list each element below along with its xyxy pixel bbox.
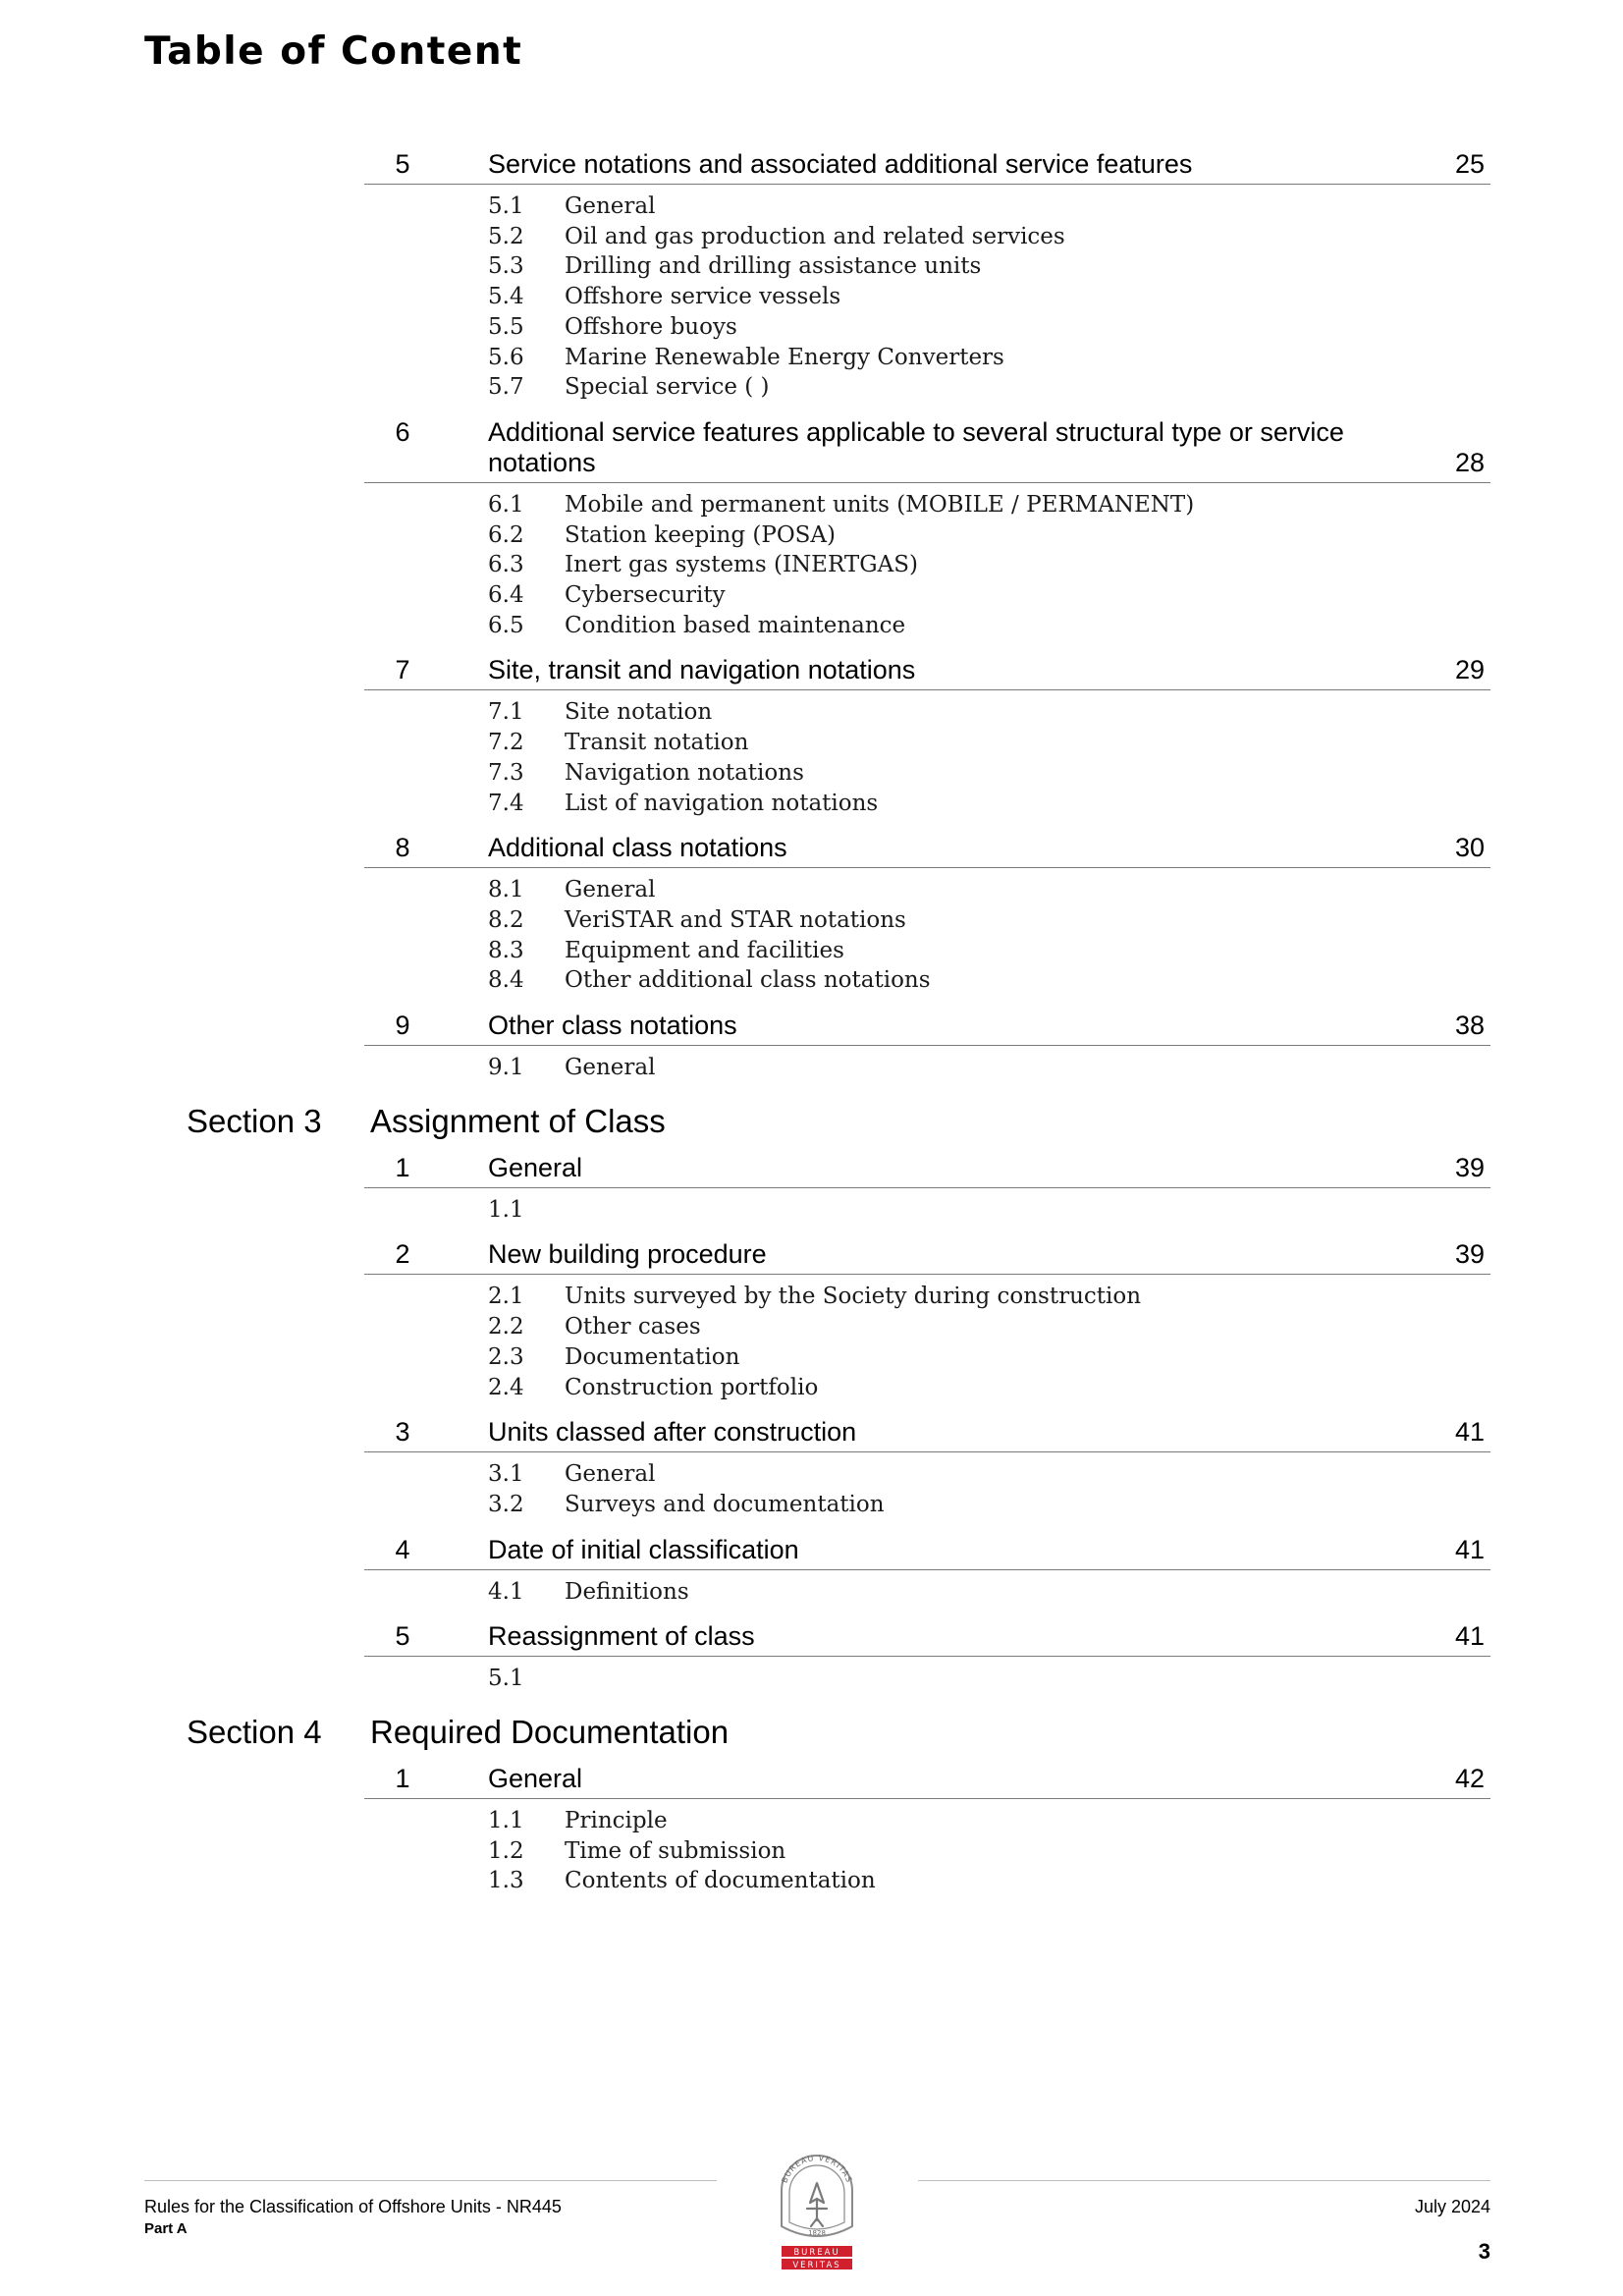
section-title: Required Documentation: [370, 1714, 730, 1750]
subsection-number: 5.1: [488, 1666, 524, 1692]
chapter-divider: [364, 1798, 1490, 1799]
chapter-page: 39: [1454, 1239, 1485, 1270]
chapter-title: Reassignment of class: [488, 1621, 755, 1652]
section-label: Section 4: [187, 1714, 322, 1750]
subsection-title: Construction portfolio: [565, 1374, 819, 1400]
chapter-title: Units classed after construction: [488, 1417, 857, 1448]
chapter-page: 25: [1454, 149, 1485, 179]
chapter-divider: [364, 1045, 1490, 1046]
subsection-title: General: [565, 193, 656, 219]
chapter-title: Additional class notations: [488, 833, 787, 863]
subsection-title: Surveys and documentation: [565, 1491, 885, 1517]
subsection-title: General: [565, 877, 656, 903]
subsection-number: 6.3: [488, 552, 524, 578]
subsection-title: Equipment and facilities: [565, 937, 844, 963]
subsection-title: Condition based maintenance: [565, 612, 906, 638]
chapter-page: 41: [1454, 1621, 1485, 1652]
chapter-divider: [364, 1569, 1490, 1570]
chapter-title: Service notations and associated additional service features: [488, 149, 1193, 179]
subsection-number: 6.4: [488, 582, 524, 608]
subsection-title: General: [565, 1055, 656, 1080]
subsection-title: Mobile and permanent units (MOBILE / PERMANENT): [565, 491, 1195, 518]
chapter-title: Other class notations: [488, 1011, 737, 1040]
chapter-number: 3: [395, 1417, 410, 1448]
subsection-number: 9.1: [488, 1055, 524, 1080]
footer-date: July 2024: [1414, 2197, 1490, 2216]
subsection-number: 5.7: [488, 374, 524, 401]
chapter-page: 29: [1454, 655, 1485, 685]
subsection-number: 6.5: [488, 612, 524, 638]
subsection-title: List of navigation notations: [565, 790, 879, 816]
subsection-title: Other cases: [565, 1314, 701, 1340]
subsection-number: 7.4: [488, 790, 524, 816]
subsection-number: 5.2: [488, 223, 524, 249]
section-title: Assignment of Class: [370, 1102, 666, 1139]
chapter-number: 7: [395, 655, 410, 685]
subsection-number: 8.3: [488, 937, 524, 963]
chapter-number: 1: [395, 1764, 410, 1793]
subsection-number: 6.2: [488, 521, 524, 548]
subsection-number: 5.1: [488, 193, 524, 219]
chapter-page: 28: [1454, 447, 1485, 477]
subsection-title: VeriSTAR and STAR notations: [565, 906, 906, 933]
subsection-number: 7.2: [488, 730, 524, 756]
svg-text:BUREAU VERITAS: BUREAU VERITAS: [780, 2153, 854, 2185]
subsection-title: Time of submission: [565, 1837, 786, 1864]
subsection-title: Special service ( ): [565, 374, 770, 401]
subsection-title: Contents of documentation: [565, 1868, 876, 1894]
footer-part: Part A: [144, 2220, 188, 2237]
chapter-number: 6: [395, 416, 410, 447]
chapter-divider: [364, 1451, 1490, 1452]
chapter-divider: [364, 482, 1490, 483]
chapter-title: Site, transit and navigation notations: [488, 655, 916, 685]
subsection-title: Site notation: [565, 699, 713, 726]
subsection-number: 2.4: [488, 1374, 524, 1400]
subsection-title: Transit notation: [565, 730, 749, 756]
subsection-number: 7.1: [488, 699, 524, 726]
subsection-number: 5.5: [488, 313, 524, 340]
subsection-title: Drilling and drilling assistance units: [565, 253, 982, 280]
chapter-number: 4: [395, 1534, 410, 1564]
chapter-number: 2: [395, 1239, 410, 1270]
subsection-number: 1.3: [488, 1868, 524, 1894]
chapter-page: 39: [1454, 1152, 1485, 1182]
subsection-number: 7.3: [488, 759, 524, 786]
svg-text:1828: 1828: [808, 2229, 826, 2237]
subsection-number: 3.2: [488, 1491, 524, 1517]
subsection-title: Documentation: [565, 1343, 740, 1370]
subsection-number: 4.1: [488, 1578, 524, 1605]
footer-page-number: 3: [1478, 2239, 1490, 2264]
subsection-title: Inert gas systems (INERTGAS): [565, 552, 918, 578]
chapter-title: New building procedure: [488, 1239, 767, 1270]
chapter-number: 5: [395, 149, 410, 179]
footer-divider-left: [144, 2180, 717, 2181]
subsection-title: Marine Renewable Energy Converters: [565, 344, 1004, 370]
chapter-number: 1: [395, 1152, 410, 1182]
subsection-number: 5.4: [488, 284, 524, 310]
chapter-divider: [364, 867, 1490, 868]
subsection-title: Station keeping (POSA): [565, 521, 837, 548]
subsection-number: 1.2: [488, 1837, 524, 1864]
subsection-title: Navigation notations: [565, 759, 804, 786]
subsection-title: Principle: [565, 1808, 668, 1833]
subsection-title: Offshore buoys: [565, 313, 737, 340]
subsection-title: Units surveyed by the Society during construction: [565, 1284, 1142, 1310]
page-title: Table of Content: [144, 29, 523, 74]
chapter-divider: [364, 689, 1490, 690]
chapter-page: 38: [1454, 1011, 1485, 1040]
footer-document-title: Rules for the Classification of Offshore Units - NR445: [144, 2197, 562, 2216]
subsection-number: 6.1: [488, 491, 524, 518]
chapter-page: 30: [1454, 833, 1485, 863]
subsection-number: 8.2: [488, 906, 524, 933]
section-label: Section 3: [187, 1102, 322, 1139]
chapter-page: 41: [1454, 1534, 1485, 1564]
subsection-title: Other additional class notations: [565, 967, 931, 994]
chapter-title: Additional service features applicable to several structural type or service notations: [488, 416, 1344, 477]
chapter-divider: [364, 1274, 1490, 1275]
chapter-number: 8: [395, 833, 410, 863]
subsection-title: Definitions: [565, 1578, 689, 1605]
subsection-number: 2.2: [488, 1314, 524, 1340]
svg-text:VERITAS: VERITAS: [792, 2261, 841, 2270]
subsection-number: 1.1: [488, 1808, 524, 1833]
subsection-title: Oil and gas production and related services: [565, 223, 1065, 249]
chapter-page: 42: [1454, 1764, 1485, 1793]
chapter-divider: [364, 1187, 1490, 1188]
chapter-number: 9: [395, 1011, 410, 1040]
subsection-number: 8.1: [488, 877, 524, 903]
chapter-divider: [364, 1656, 1490, 1657]
footer-divider-right: [918, 2180, 1490, 2181]
subsection-number: 3.1: [488, 1461, 524, 1488]
subsection-number: 1.1: [488, 1196, 524, 1223]
chapter-title: General: [488, 1152, 583, 1182]
bureau-veritas-logo-icon: [768, 2148, 866, 2273]
chapter-title: General: [488, 1764, 583, 1793]
subsection-title: Cybersecurity: [565, 582, 726, 608]
subsection-number: 5.6: [488, 344, 524, 370]
chapter-page: 41: [1454, 1417, 1485, 1448]
chapter-title: Date of initial classification: [488, 1534, 799, 1564]
subsection-title: General: [565, 1461, 656, 1488]
subsection-number: 2.1: [488, 1284, 524, 1310]
chapter-divider: [364, 184, 1490, 185]
subsection-number: 8.4: [488, 967, 524, 994]
subsection-number: 2.3: [488, 1343, 524, 1370]
subsection-number: 5.3: [488, 253, 524, 280]
chapter-number: 5: [395, 1621, 410, 1652]
subsection-title: Offshore service vessels: [565, 284, 841, 310]
svg-text:BUREAU: BUREAU: [793, 2248, 840, 2258]
